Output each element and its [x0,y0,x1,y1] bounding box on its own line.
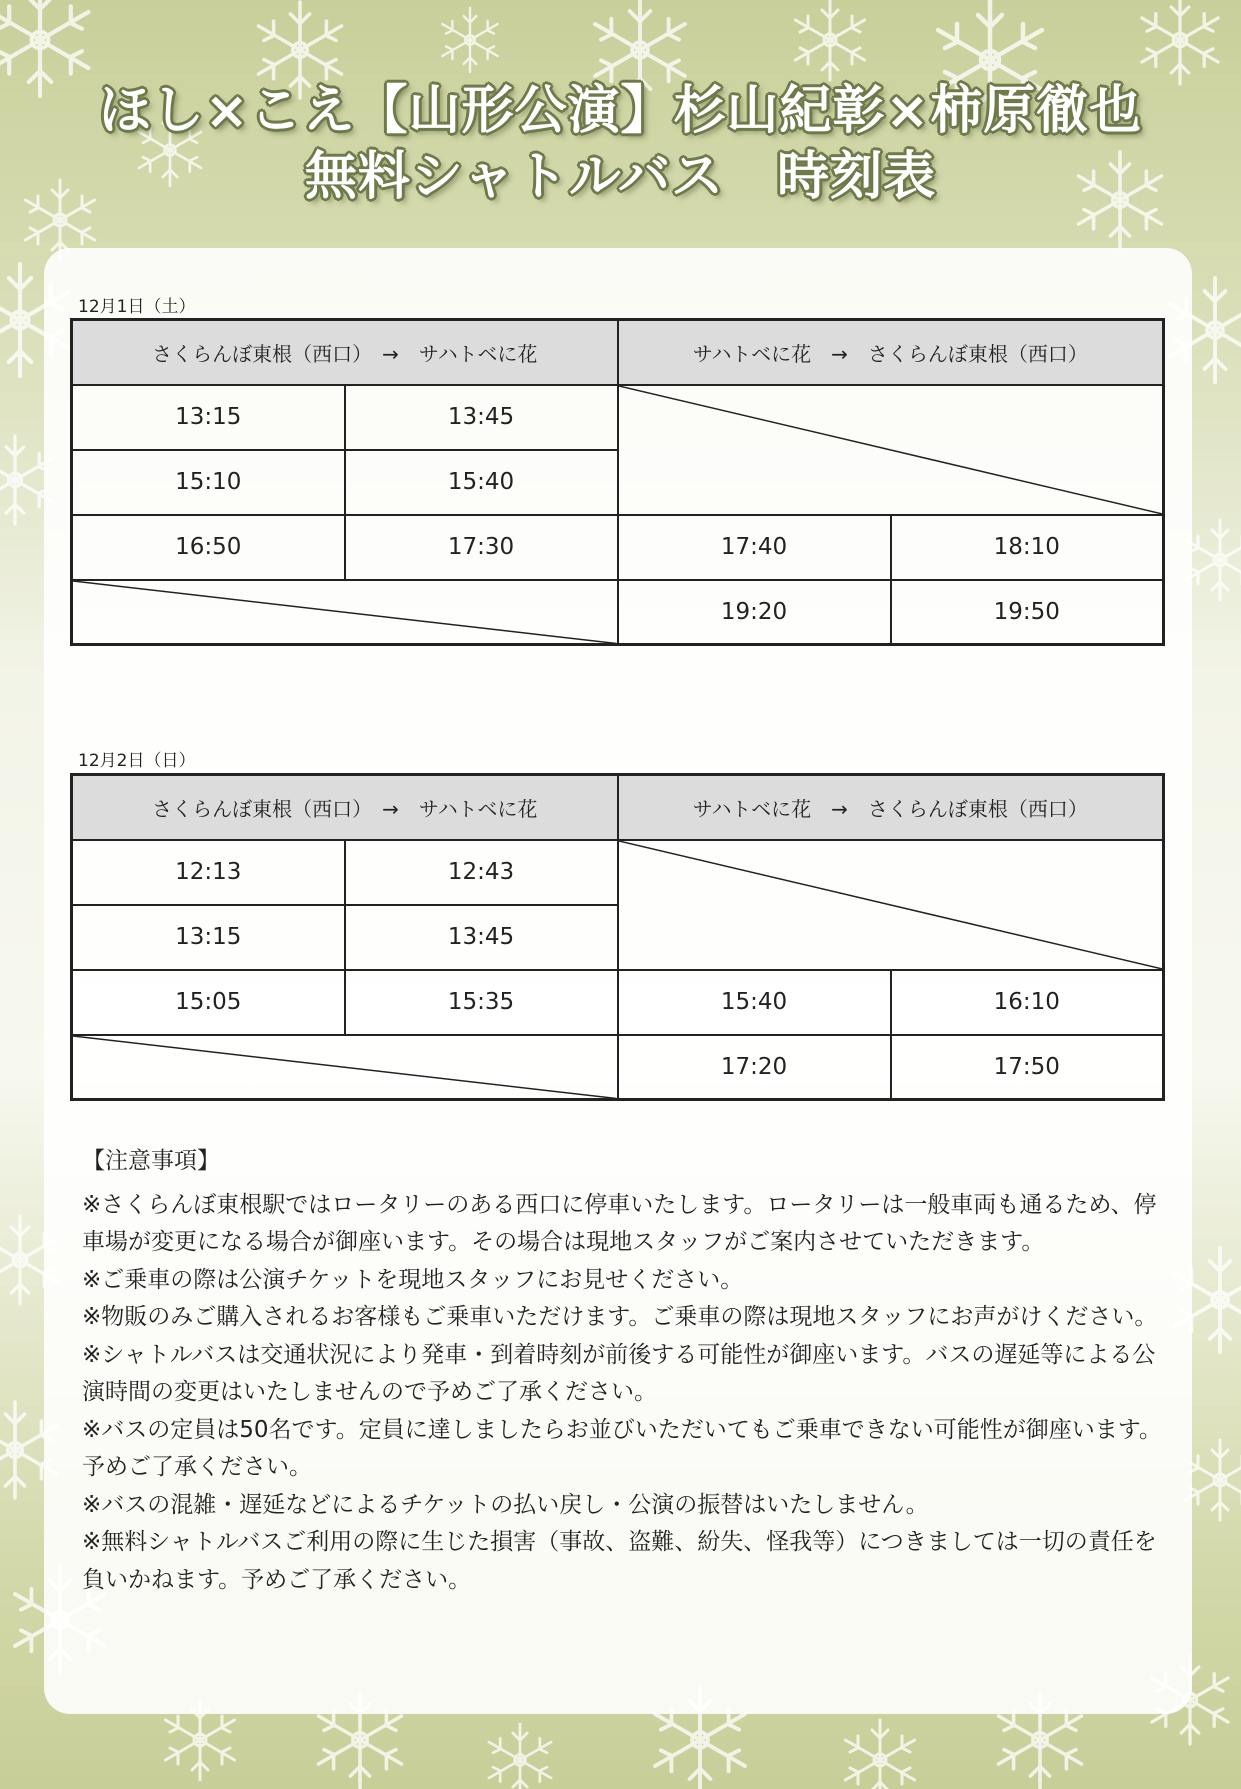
no-service-cell [618,385,1164,515]
outbound-arrival: 12:43 [345,840,618,905]
inbound-arrival: 16:10 [891,970,1164,1035]
outbound-departure: 15:05 [72,970,345,1035]
outbound-header: さくらんぼ東根（西口） → サハトベに花 [72,320,618,385]
inbound-arrival: 18:10 [891,515,1164,580]
inbound-header: サハトベに花 → さくらんぼ東根（西口） [618,320,1164,385]
inbound-departure: 17:40 [618,515,891,580]
schedule-date-day2: 12月2日（日） [78,751,196,771]
table-row [72,385,1164,450]
outbound-arrival: 15:40 [345,450,618,515]
outbound-departure: 13:15 [72,905,345,970]
outbound-departure: 16:50 [72,515,345,580]
schedule-date-day1: 12月1日（土） [78,297,196,317]
inbound-header: サハトベに花 → さくらんぼ東根（西口） [618,775,1164,840]
inbound-arrival: 19:50 [891,580,1164,645]
outbound-departure: 15:10 [72,450,345,515]
note-item: ※ご乗車の際は公演チケットを現地スタッフにお見せください。 [82,1266,744,1293]
page-title [0,78,1241,210]
table-row [72,1035,1164,1100]
outbound-departure: 12:13 [72,840,345,905]
timetable-day2 [70,773,1165,1101]
table-header-row [72,775,1164,840]
note-item: ※無料シャトルバスご利用の際に生じた損害（事故、盗難、紛失、怪我等）につきましては一切の責任を負いかねます。予めご了承ください。 [82,1529,1157,1593]
note-item: ※さくらんぼ東根駅ではロータリーのある西口に停車いたします。ロータリーは一般車両も通るため、停車場が変更になる場合が御座います。その場合は現地スタッフがご案内させていただきます。 [82,1191,1157,1255]
outbound-departure: 13:15 [72,385,345,450]
inbound-departure: 19:20 [618,580,891,645]
outbound-arrival: 15:35 [345,970,618,1035]
outbound-arrival: 13:45 [345,905,618,970]
timetable-day1 [70,318,1165,646]
note-item: ※シャトルバスは交通状況により発車・到着時刻が前後する可能性が御座います。バスの遅延等による公演時間の変更はいたしませんので予めご了承ください。 [82,1341,1156,1405]
inbound-arrival: 17:50 [891,1035,1164,1100]
outbound-arrival: 13:45 [345,385,618,450]
table-row [72,840,1164,905]
inbound-departure: 17:20 [618,1035,891,1100]
note-item: ※バスの定員は50名です。定員に達しましたらお並びいただいてもご乗車できない可能性が御座います。予めご了承ください。 [82,1416,1162,1480]
no-service-cell [72,580,618,645]
note-item: ※物販のみご購入されるお客様もご乗車いただけます。ご乗車の際は現地スタッフにお声がけください。 [82,1304,1158,1330]
note-item: ※バスの混雑・遅延などによるチケットの払い戻し・公演の振替はいたしません。 [82,1491,929,1518]
outbound-arrival: 17:30 [345,515,618,580]
table-header-row [72,320,1164,385]
notes-section [82,1143,1172,1599]
table-row [72,970,1164,1035]
outbound-header: さくらんぼ東根（西口） → サハトベに花 [72,775,618,840]
table-row [72,515,1164,580]
no-service-cell [618,840,1164,970]
no-service-cell [72,1035,618,1100]
inbound-departure: 15:40 [618,970,891,1035]
table-row [72,580,1164,645]
notes-heading: 【注意事項】 [82,1148,220,1174]
title-line-1: ほし×こえ【山形公演】杉山紀彰×柿原徹也 [98,81,1143,141]
title-line-2: 無料シャトルバス 時刻表 [304,147,937,207]
